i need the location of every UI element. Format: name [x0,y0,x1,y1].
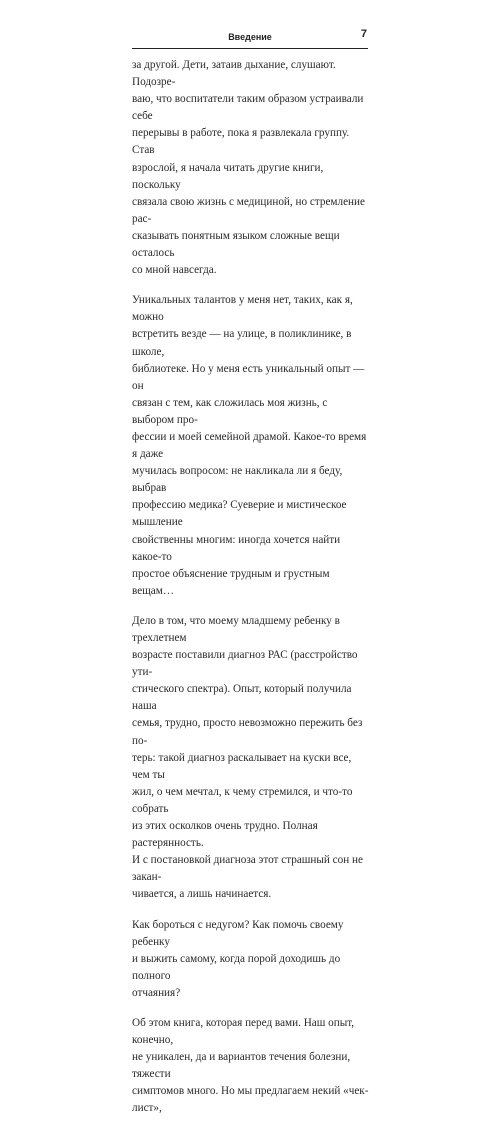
page-number: 7 [360,28,367,40]
running-header [132,28,368,49]
paragraph-5: Об этом книга, которая перед вами. Наш опыт, конечно, не уникален, да и вариантов течения болезни, тяжести симптомов много. Но мы предлагаем некий «чек-лист», [132,1016,369,1115]
chapter-title: Введение [228,32,272,42]
paragraph-1: за другой. Дети, затаив дыхание, слушают. Подозре- ваю, что воспитатели таким образом устраивали себе перерывы в работе, пока я развлекала группу. Став взрослой, я начала читать другие книги, поскольку связала свою жизнь с медициной, но стремление рас- сказывать понятным языком сложные вещи осталось со мной навсегда. [132,59,365,277]
body-text [132,57,370,1131]
paragraph-3: Дело в том, что моему младшему ребенку в трехлетнем возрасте поставили диагноз РАС (расстройство ути- стического спектра). Опыт, который получила наша семья, трудно, просто невозможно пережить без по- терь: такой диагноз раскалывает на куски все, чем ты жил, о чем мечтал, к чему стремился, и что-то собрать из этих осколков очень трудно. Полная растерянность. И с постановкой диагноза этот страшный сон не закан- чивается, а лишь начинается. [132,614,363,901]
paragraph-2: Уникальных талантов у меня нет, таких, как я, можно встретить везде — на улице, в поликлинике, в школе, библиотеке. Но у меня есть уникальный опыт — он связан с тем, как сложилась моя жизнь, с выбором про- фессии и моей семейной драмой. Какое-то время я даже мучилась вопросом: не накликала ли я беду, выбрав профессию медика? Суеверие и мистическое мышление свойственны многим: иногда хочется найти какое-то простое объяснение трудным и грустным вещам… [132,294,367,597]
paragraph-4: Как бороться с недугом? Как помочь своему ребенку и выжить самому, когда порой доходишь до полного отчаяния? [132,918,344,999]
